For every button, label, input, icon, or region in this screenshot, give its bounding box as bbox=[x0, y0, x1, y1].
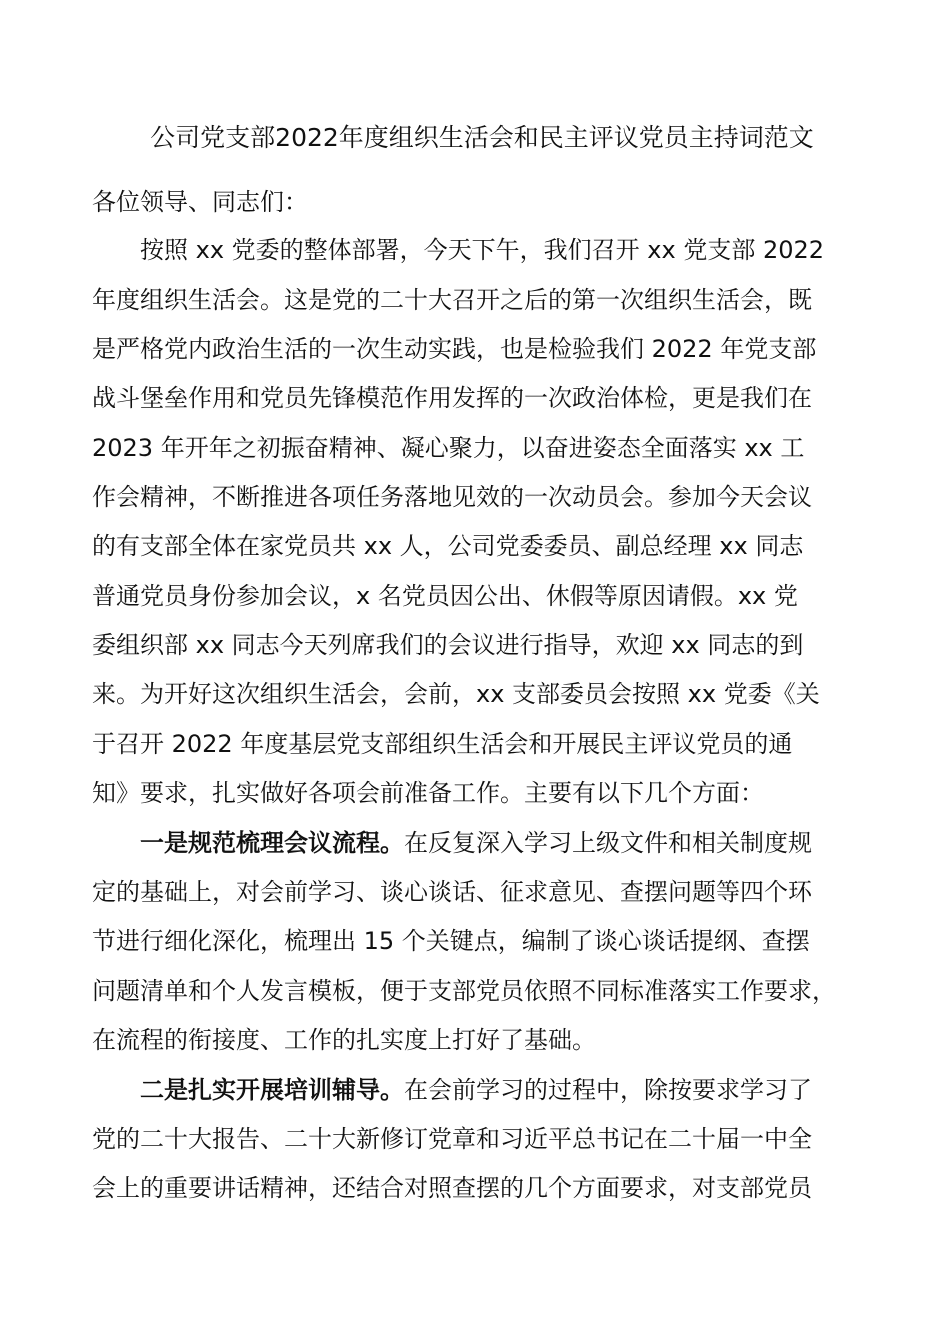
paragraph-line: 问题清单和个人发言模板，便于支部党员依照不同标准落实工作要求， bbox=[92, 977, 836, 1005]
paragraph-line: 2023 年开年之初振奋精神、凝心聚力，以奋进姿态全面落实 xx 工 bbox=[92, 434, 805, 462]
paragraph-line: 战斗堡垒作用和党员先锋模范作用发挥的一次政治体检，更是我们在 bbox=[92, 384, 812, 412]
paragraph-line: 在流程的衔接度、工作的扎实度上打好了基础。 bbox=[92, 1026, 596, 1054]
paragraph-text: 在会前学习的过程中，除按要求学习了 bbox=[404, 1076, 812, 1104]
paragraph-line: 按照 xx 党委的整体部署，今天下午，我们召开 xx 党支部 2022 bbox=[140, 236, 825, 264]
paragraph-line: 会上的重要讲话精神，还结合对照查摆的几个方面要求，对支部党员 bbox=[92, 1174, 812, 1202]
paragraph-line: 作会精神，不断推进各项任务落地见效的一次动员会。参加今天会议 bbox=[92, 483, 812, 511]
paragraph-line: 的有支部全体在家党员共 xx 人，公司党委委员、副总经理 xx 同志 bbox=[92, 532, 804, 560]
paragraph-line: 党的二十大报告、二十大新修订党章和习近平总书记在二十届一中全 bbox=[92, 1125, 812, 1153]
section-heading: 二是扎实开展培训辅导。 bbox=[140, 1076, 404, 1104]
paragraph-line: 委组织部 xx 同志今天列席我们的会议进行指导，欢迎 xx 同志的到 bbox=[92, 631, 804, 659]
paragraph-text: 在反复深入学习上级文件和相关制度规 bbox=[404, 829, 812, 857]
section-heading: 一是规范梳理会议流程。 bbox=[140, 829, 404, 857]
paragraph-line bbox=[140, 1072, 812, 1108]
paragraph-line: 来。为开好这次组织生活会，会前，xx 支部委员会按照 xx 党委《关 bbox=[92, 680, 820, 708]
paragraph-line: 是严格党内政治生活的一次生动实践，也是检验我们 2022 年党支部 bbox=[92, 335, 817, 363]
paragraph-line: 普通党员身份参加会议，x 名党员因公出、休假等原因请假。xx 党 bbox=[92, 582, 798, 610]
salutation: 各位领导、同志们： bbox=[92, 188, 308, 216]
paragraph-line: 年度组织生活会。这是党的二十大召开之后的第一次组织生活会，既 bbox=[92, 286, 812, 314]
paragraph-line: 定的基础上，对会前学习、谈心谈话、征求意见、查摆问题等四个环 bbox=[92, 878, 812, 906]
paragraph-line: 知》要求，扎实做好各项会前准备工作。主要有以下几个方面： bbox=[92, 779, 764, 807]
document-title: 公司党支部2022年度组织生活会和民主评议党员主持词范文 bbox=[150, 123, 814, 152]
paragraph-line: 于召开 2022 年度基层党支部组织生活会和开展民主评议党员的通 bbox=[92, 730, 793, 758]
paragraph-line: 节进行细化深化，梳理出 15 个关键点，编制了谈心谈话提纲、查摆 bbox=[92, 927, 810, 955]
paragraph-line bbox=[140, 825, 812, 861]
